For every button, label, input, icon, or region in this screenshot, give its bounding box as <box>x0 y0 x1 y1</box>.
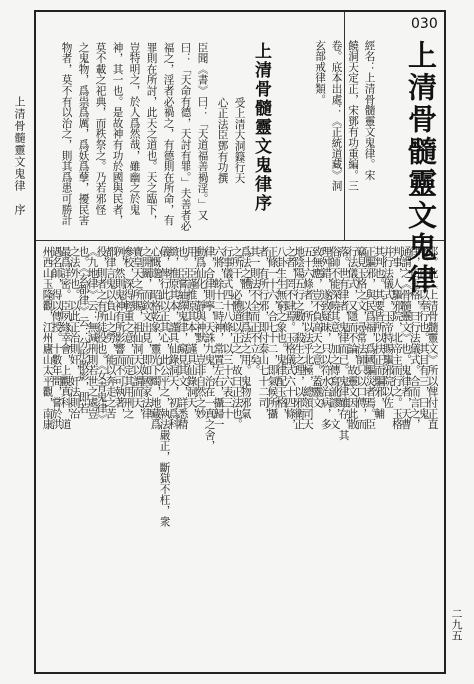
text-column: 遇名師，得以傳授。十數年間，嘗於洪 <box>50 246 63 430</box>
scripture-title: 上清骨髓靈文鬼律 <box>404 40 438 296</box>
text-column: 正條一十六，合七十二，即氣候所攝 <box>266 246 279 419</box>
text-column: 其一則法不全而正不立矣。 <box>248 246 261 376</box>
text-column: 竊見玉格之文，尋常法師只以口傳，而 <box>355 246 368 430</box>
summary-column: 饒洞天定正，宋鄧有功重編。三 <box>347 40 360 192</box>
entry-number: 030 <box>411 16 438 32</box>
text-column: 之所干，必體道以正之，故曰正法也。 <box>230 246 243 430</box>
text-column: 也。臣嘗紬繹鬼律，窺見其文，詳悉精 <box>176 246 189 430</box>
text-column: 并行法儀式，玉帝特賜驅邪院以佐 <box>382 246 395 408</box>
text-column: 行法儀式，又隱而不論，故靈文因此散 <box>346 246 359 430</box>
author-line-2: 心正法臣鄧有功撰 <box>216 97 229 184</box>
text-column: 之開關，而欽文出見，即如國家法律 <box>140 246 153 419</box>
preface-column: 豈特明之，於人爲然哉，雖幽之於鬼 <box>128 42 141 215</box>
text-column: 儀，俾行此以正其心，此公平之，執法嚴正，斷獄不枉，衆 <box>158 246 171 527</box>
text-column: 參校，深得輕重之意，而定其用刑之 <box>122 246 135 419</box>
text-column: 者，有所行邪，即付泰山七十二司， <box>257 246 270 419</box>
preface-column: 神，其一也。是故神有功於國與民者， <box>111 42 124 226</box>
text-column: 五十六條者，所以法乎北極，總領司天 <box>301 246 314 430</box>
text-column: 正驅邪，與民爲福，爲國驅災者焉。臣 <box>364 246 377 430</box>
preface-column: 臣聞《書》曰：「天道福善禍淫。」又 <box>196 42 209 221</box>
text-column: 致無應，豈不負高天之意。蓋靈文 <box>310 246 323 408</box>
text-column: 地陰陽五行之數，殺生之理，以邪衛正 <box>293 246 306 430</box>
text-column: 爲法之體，以律爲法之用。鬼物邪氣 <box>239 246 252 419</box>
text-column: 理舛錯，遂致疑昧，只以符水治病，多 <box>319 246 332 430</box>
summary-column: 玄部戒律類。 <box>314 40 327 105</box>
text-column: 州西山玉隆觀，江州廬山太平觀，南康 <box>41 246 54 430</box>
text-column: 心慨邈，昭格乾象，靈光下燭，地藏爲 <box>149 246 162 430</box>
text-column: 役，則者之有所徒役也。《女青鬼律》 <box>95 246 108 425</box>
text-column: 落。世有律者，鬼律而已。鬼律雖存，其 <box>337 246 350 441</box>
text-column: 判事，人驅邪院，北帝主而行之。玉格 <box>390 246 403 430</box>
summary-column: 卷。底本出處：《正統道藏》洞 <box>330 40 343 192</box>
text-column: 緻，推原其本，謹具仙錄洞天，初爲科 <box>167 246 180 430</box>
text-column: 最爲詳密。臣夙緣幸會，上觀真科，道 <box>59 246 72 430</box>
preface-column: 物者，莫不有以治之，則其爲患可勝計 <box>60 42 73 226</box>
text-column: 律，合律則寧，天誅九鬼，治在一真之舍， <box>203 246 216 452</box>
text-column: 耶。此《上清骨髓靈文》所以俾付正直 <box>426 246 439 430</box>
preface-column: 曰：「天命有德，天討有罪。」夫善者必 <box>179 42 192 232</box>
text-column: 律，曰玉格，曰行法儀式。合而言之， <box>408 246 421 430</box>
text-column: 也。《玄都律》云：分形散影，即若 <box>77 246 90 414</box>
text-column: 動爲仙化，靜與神默，豈非自然之妙 <box>194 246 207 419</box>
text-column: 俗師不能深曉其意，加之傳寫訛謬，文 <box>328 246 341 430</box>
text-column: 之者，罔不肆焉。玉格儀式六十四條， <box>284 246 297 430</box>
text-column: 六將，餘十二時神，常置左右，攝歸一 <box>212 246 225 430</box>
page-number: 二九五 <box>450 608 463 641</box>
text-column: 用，臣謹推原其本，謹具仙錄洞天， <box>185 246 198 419</box>
text-column: 行事儀式四十八條，以三十六表三十 <box>221 246 234 419</box>
preface-title: 上清骨髓靈文鬼律序 <box>251 42 271 213</box>
text-column: 通謂之《骨髓靈文》也。鬼律者，天曹 <box>399 246 412 430</box>
text-column: 寶皇天之所賜，祖仙洞天以謂而天， <box>131 246 144 419</box>
text-column: 者，使之以奉行也。其目有三，曰鬼 <box>417 246 430 419</box>
text-column: 之法外也。以此正治則奸，奸法則治 <box>68 246 81 419</box>
side-caption: 上清骨髓靈文鬼律 序 <box>13 96 26 216</box>
horizontal-divider <box>36 240 444 241</box>
author-line-1: 受上清大洞籙行天 <box>233 97 246 184</box>
title-divider <box>344 12 345 240</box>
summary-column: 經名：上清骨髓靈文鬼律。宋 <box>363 40 376 181</box>
preface-column: 莫不載之祀典，而秩祭之。乃若邪怪 <box>94 42 107 215</box>
text-column: 《九地律》云：無減刑則若世之處豈 <box>86 246 99 419</box>
preface-column: 福之，淫者必禍之，有德則在所命，有 <box>162 42 175 226</box>
text-column: 都律言鬼以負山之勞，能以奔走之苦 <box>104 246 117 419</box>
text-column: 其判也。其要皆所以扶正而驅邪，輔 <box>373 246 386 419</box>
text-column: 例，然則鬼神有所影響而不可執著， <box>113 246 126 419</box>
text-column: 八卦生生無窮之象也。鬼律配玉格， <box>275 246 288 419</box>
preface-column: 之鬼物，爲祟爲厲，爲妖爲孽，擾民害 <box>77 42 90 226</box>
preface-column: 罪則在所討，此天之道也。天之臨下， <box>145 42 158 226</box>
